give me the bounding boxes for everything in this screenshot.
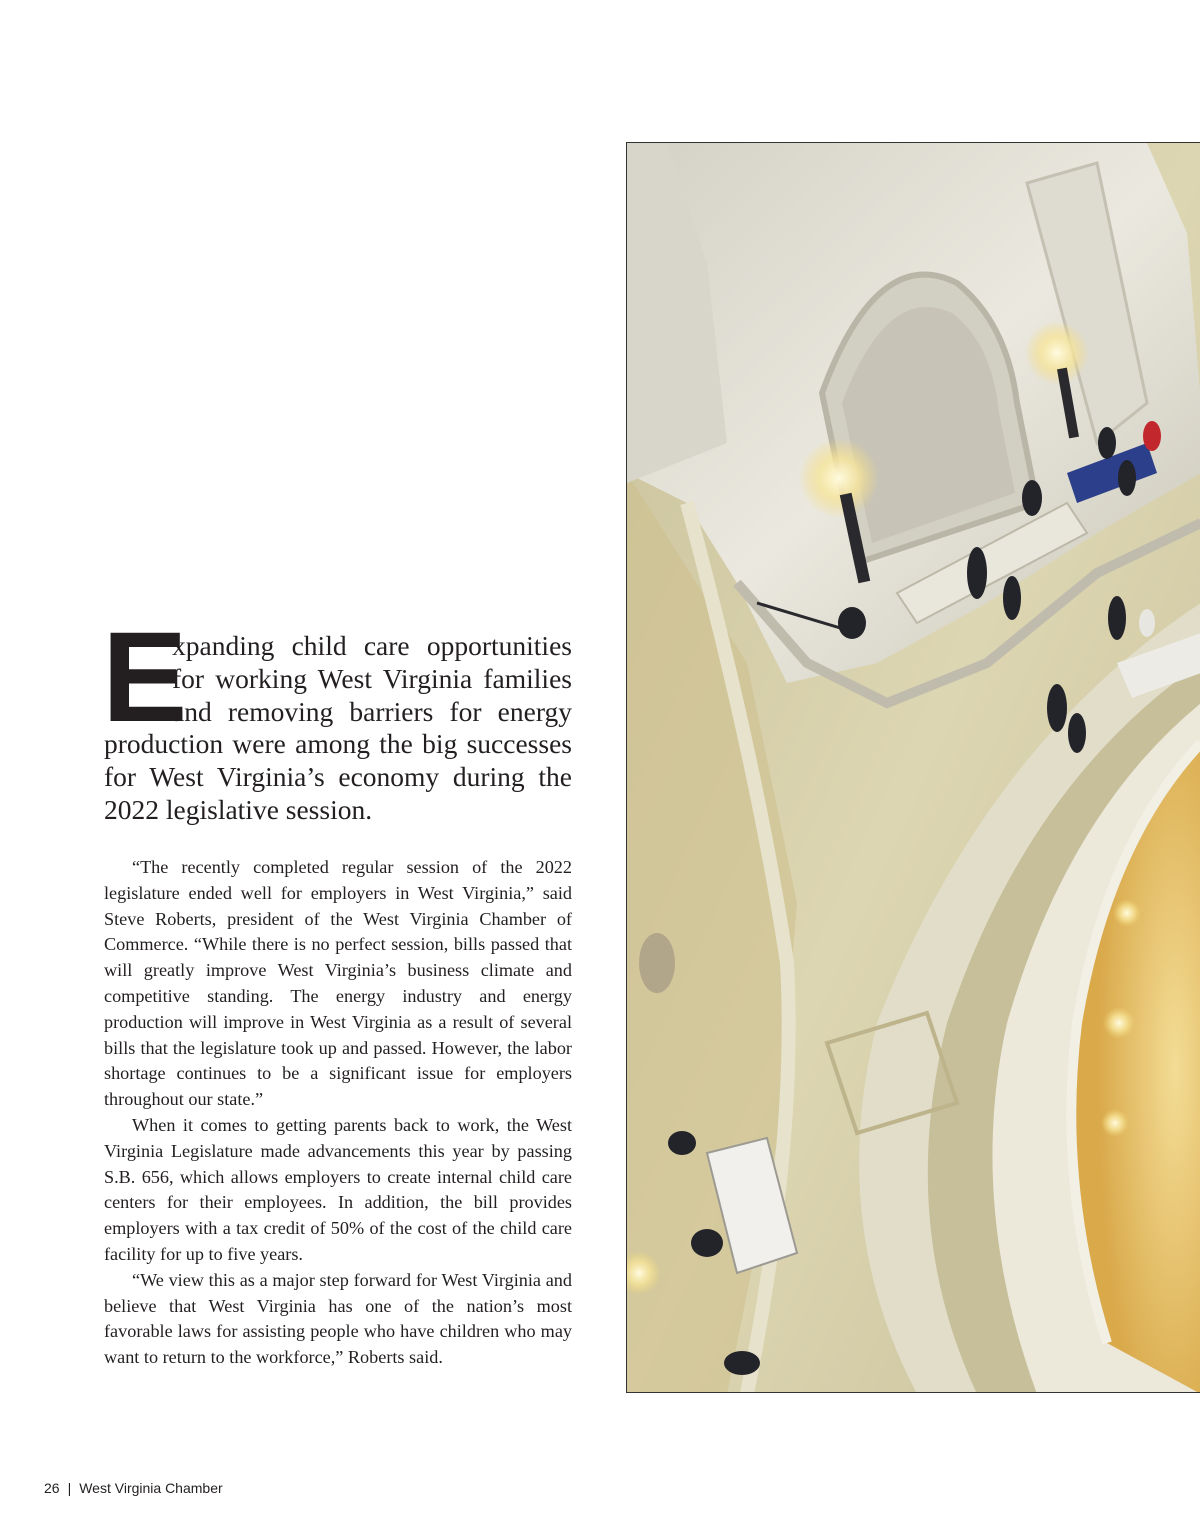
body-paragraph: “The recently completed regular session of the 2022 legislature ended well for employers in West Virginia,” said Steve Roberts, president of the West Virginia Chamber of Commerce. “While there is no perfect session, bills passed that will greatly improve West Virginia’s business climate and competitive standing. The energy industry and energy production will improve in West Virginia as a result of several bills that the legislature took up and passed. However, the labor shortage continues to be a significant issue for employers throughout our state.”	[104, 857, 572, 1110]
lead-line: for working West Virginia families	[172, 662, 572, 694]
footer-separator: |	[67, 1480, 72, 1496]
page-footer	[44, 1480, 223, 1496]
lead-text	[102, 606, 572, 827]
lead-line: for West Virginia’s economy during the	[104, 761, 572, 793]
drop-cap: E	[102, 606, 188, 749]
lead-line: 2022 legislative session.	[104, 793, 373, 825]
capitol-rotunda-photo	[626, 142, 1200, 1393]
publication-name: West Virginia Chamber	[79, 1480, 223, 1496]
page-number: 26	[44, 1480, 60, 1496]
article-body	[104, 855, 572, 1371]
body-paragraph: When it comes to getting parents back to work, the West Virginia Legislature made advancements this year by passing S.B. 656, which allows employers to create internal child care centers for their employees. In addition, the bill provides employers with a tax credit of 50% of the cost of the child care facility for up to five years.	[104, 1114, 572, 1264]
lead-line: and removing barriers for energy	[172, 695, 572, 727]
lead-line: production were among the big successes	[104, 728, 572, 760]
body-paragraph: “We view this as a major step forward for West Virginia and believe that West Virginia has one of the nation’s most favorable laws for assisting people who have children who may want to return to the workforce,” Roberts said.	[104, 1269, 572, 1368]
lead-line: xpanding child care opportunities	[172, 630, 572, 661]
